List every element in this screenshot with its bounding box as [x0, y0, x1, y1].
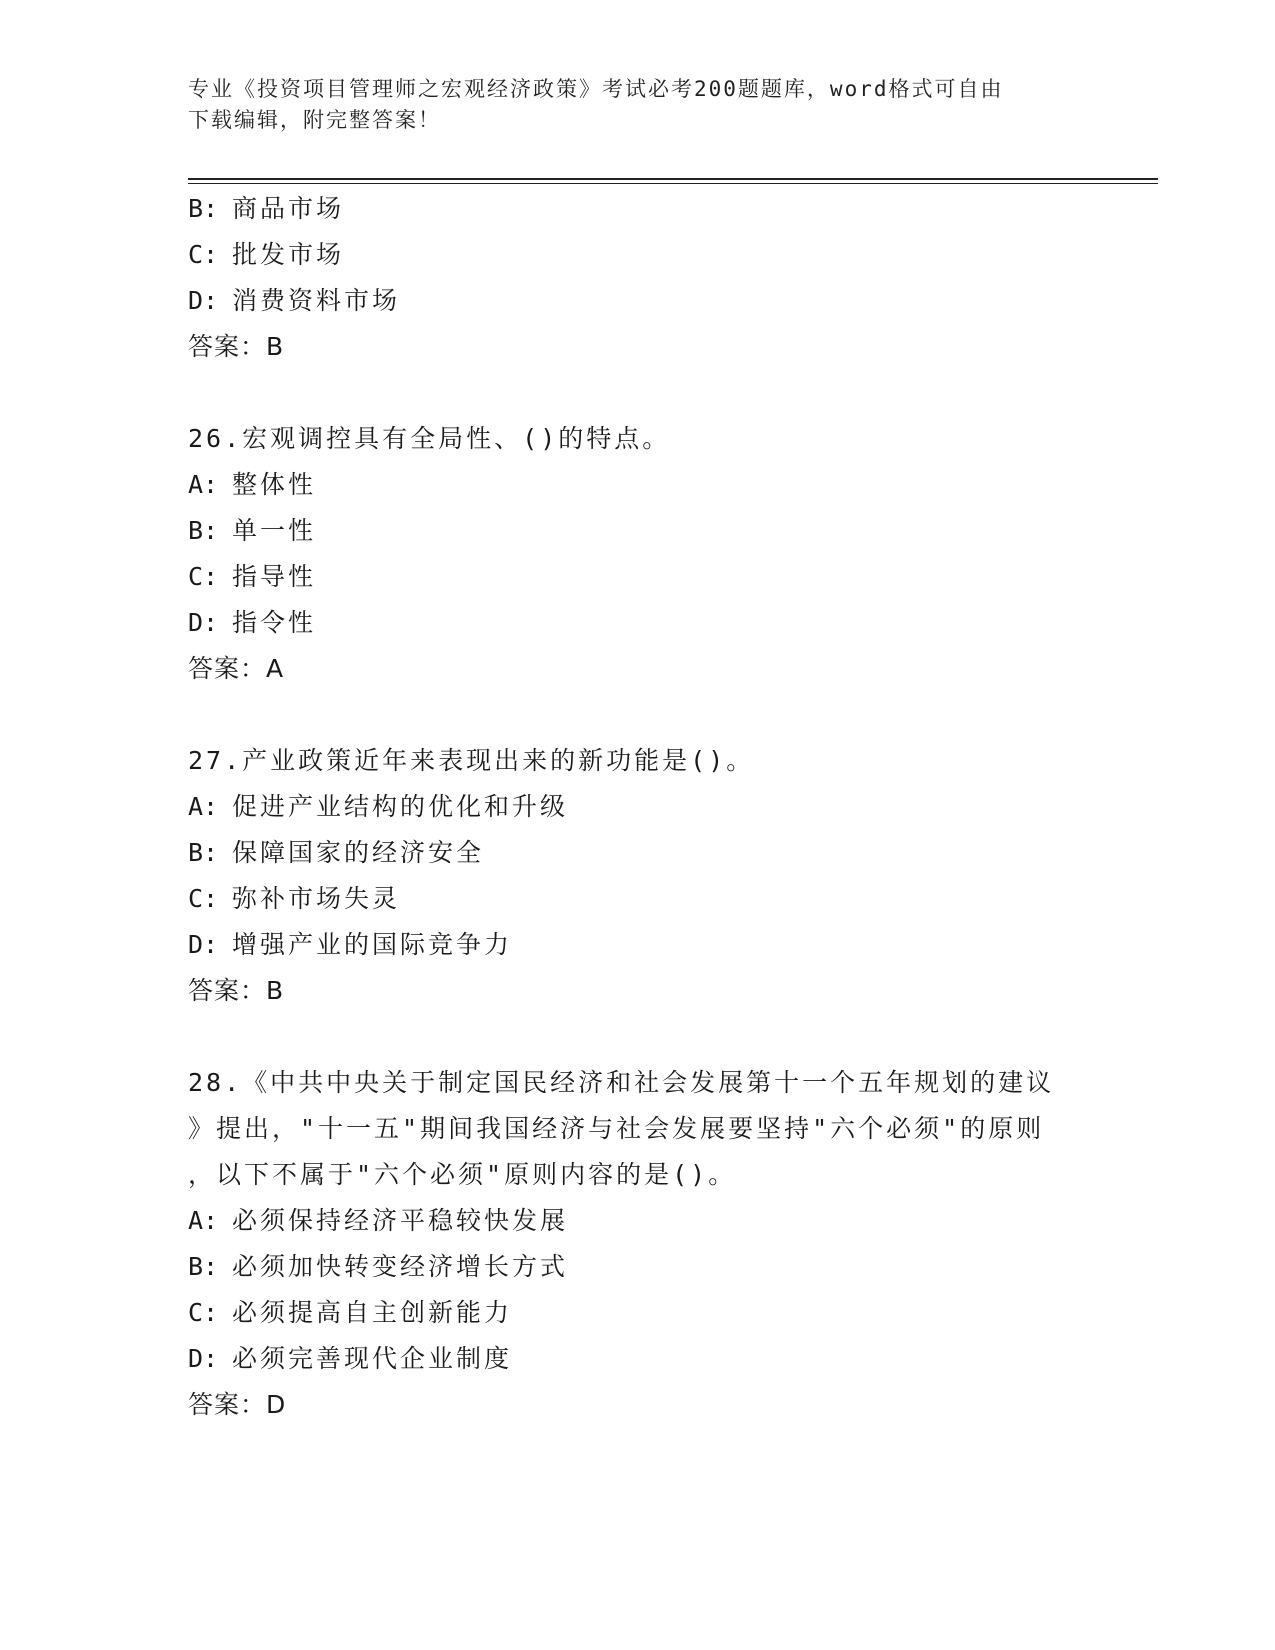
option-row [188, 462, 1148, 508]
option-text: 消费资料市场 [232, 286, 401, 315]
option-row [188, 876, 1148, 922]
option-letter: D: [188, 1344, 219, 1373]
option-text: 促进产业结构的优化和升级 [232, 792, 569, 821]
question-text: 》提出，"十一五"期间我国经济与社会发展要坚持"六个必须"的原则 [188, 1114, 1045, 1143]
option-row [188, 508, 1148, 554]
header-divider-thick [188, 178, 1158, 180]
option-text: 必须完善现代企业制度 [232, 1344, 513, 1373]
spacer [188, 1014, 1148, 1060]
option-text: 保障国家的经济安全 [232, 838, 485, 867]
option-text: 指导性 [232, 562, 317, 591]
option-letter: D: [188, 608, 219, 637]
answer-line: 答案：B [188, 976, 285, 1005]
option-row [188, 1244, 1148, 1290]
option-letter: D: [188, 930, 219, 959]
option-row [188, 784, 1148, 830]
option-row [188, 1290, 1148, 1336]
option-letter: A: [188, 1206, 219, 1235]
question-text: ，以下不属于"六个必须"原则内容的是()。 [188, 1160, 737, 1189]
option-row [188, 1198, 1148, 1244]
answer-line: 答案：A [188, 654, 285, 683]
option-letter: D: [188, 286, 219, 315]
header-divider-thin [188, 183, 1158, 184]
question-block-27 [188, 738, 1148, 1014]
option-row [188, 922, 1148, 968]
option-letter: C: [188, 562, 219, 591]
option-text: 必须加快转变经济增长方式 [232, 1252, 569, 1281]
header-line-2: 下载编辑，附完整答案！ [188, 108, 441, 132]
answer-line: 答案：D [188, 1390, 287, 1419]
option-letter: B: [188, 838, 219, 867]
option-text: 必须提高自主创新能力 [232, 1298, 513, 1327]
option-text: 单一性 [232, 516, 317, 545]
option-text: 批发市场 [232, 240, 345, 269]
option-row [188, 554, 1148, 600]
option-row [188, 186, 1148, 232]
option-letter: B: [188, 516, 219, 545]
spacer [188, 692, 1148, 738]
option-letter: A: [188, 470, 219, 499]
option-letter: C: [188, 1298, 219, 1327]
question-text: 26.宏观调控具有全局性、()的特点。 [188, 424, 671, 453]
option-row [188, 278, 1148, 324]
option-text: 整体性 [232, 470, 317, 499]
document-header [188, 74, 1088, 136]
option-letter: C: [188, 240, 219, 269]
question-block-28 [188, 1060, 1148, 1428]
option-text: 必须保持经济平稳较快发展 [232, 1206, 569, 1235]
option-row [188, 1336, 1148, 1382]
question-text: 28.《中共中央关于制定国民经济和社会发展第十一个五年规划的建议 [188, 1068, 1055, 1097]
question-block-prev [188, 186, 1148, 370]
option-letter: B: [188, 194, 219, 223]
question-text: 27.产业政策近年来表现出来的新功能是()。 [188, 746, 755, 775]
answer-line: 答案：B [188, 332, 285, 361]
header-line-1: 专业《投资项目管理师之宏观经济政策》考试必考200题题库，word格式可自由 [188, 77, 1004, 101]
option-text: 增强产业的国际竞争力 [232, 930, 513, 959]
option-row [188, 600, 1148, 646]
option-letter: A: [188, 792, 219, 821]
option-letter: B: [188, 1252, 219, 1281]
spacer [188, 370, 1148, 416]
question-list [188, 186, 1148, 1428]
option-text: 指令性 [232, 608, 317, 637]
option-row [188, 232, 1148, 278]
option-text: 商品市场 [232, 194, 345, 223]
option-text: 弥补市场失灵 [232, 884, 401, 913]
option-letter: C: [188, 884, 219, 913]
option-row [188, 830, 1148, 876]
question-block-26 [188, 416, 1148, 692]
